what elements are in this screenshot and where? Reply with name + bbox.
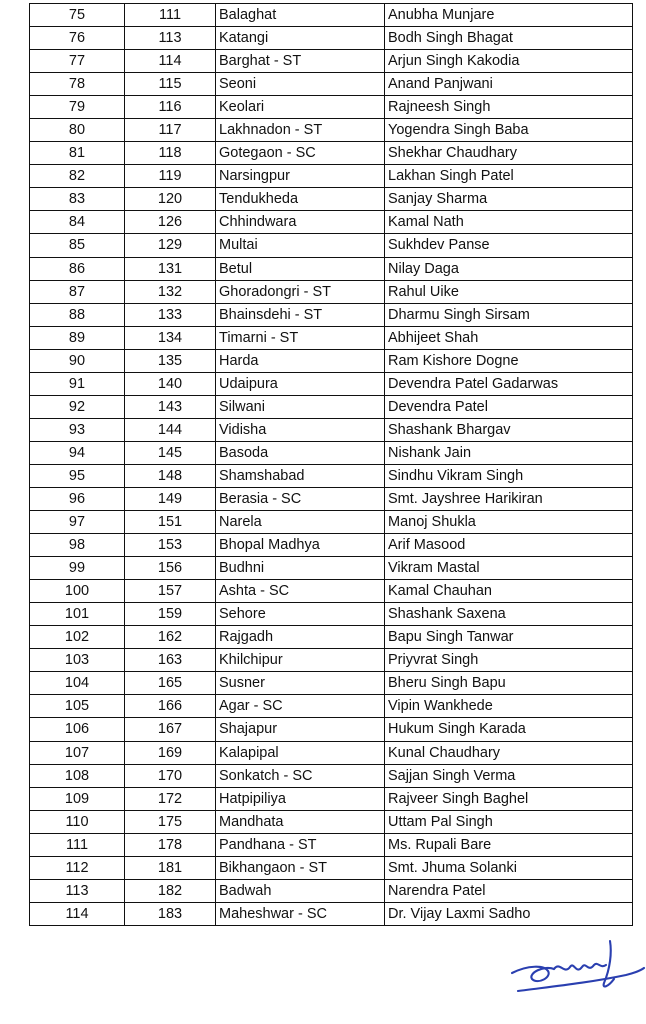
constituency-name-cell: Narela [216, 511, 385, 534]
constituency-name-cell: Timarni - ST [216, 326, 385, 349]
candidate-name-cell: Uttam Pal Singh [385, 810, 633, 833]
table-row [30, 603, 633, 626]
constituency-number-cell: 169 [125, 741, 216, 764]
table-row [30, 626, 633, 649]
constituency-number-cell: 159 [125, 603, 216, 626]
candidate-table [29, 3, 633, 926]
table-row [30, 234, 633, 257]
serial-number-cell: 107 [30, 741, 125, 764]
constituency-name-cell: Bikhangaon - ST [216, 856, 385, 879]
constituency-name-cell: Katangi [216, 27, 385, 50]
table-row [30, 787, 633, 810]
table-row [30, 557, 633, 580]
constituency-number-cell: 132 [125, 280, 216, 303]
constituency-number-cell: 140 [125, 372, 216, 395]
constituency-number-cell: 135 [125, 349, 216, 372]
constituency-name-cell: Chhindwara [216, 211, 385, 234]
serial-number-cell: 76 [30, 27, 125, 50]
table-row [30, 833, 633, 856]
serial-number-cell: 82 [30, 165, 125, 188]
constituency-name-cell: Sehore [216, 603, 385, 626]
constituency-name-cell: Bhainsdehi - ST [216, 303, 385, 326]
table-row [30, 372, 633, 395]
constituency-name-cell: Narsingpur [216, 165, 385, 188]
constituency-name-cell: Mandhata [216, 810, 385, 833]
candidate-name-cell: Nilay Daga [385, 257, 633, 280]
constituency-number-cell: 181 [125, 856, 216, 879]
serial-number-cell: 89 [30, 326, 125, 349]
candidate-name-cell: Vikram Mastal [385, 557, 633, 580]
candidate-name-cell: Shashank Saxena [385, 603, 633, 626]
candidate-name-cell: Shekhar Chaudhary [385, 142, 633, 165]
serial-number-cell: 102 [30, 626, 125, 649]
constituency-number-cell: 178 [125, 833, 216, 856]
serial-number-cell: 80 [30, 119, 125, 142]
table-row [30, 142, 633, 165]
candidate-name-cell: Ram Kishore Dogne [385, 349, 633, 372]
constituency-name-cell: Berasia - SC [216, 487, 385, 510]
candidate-name-cell: Bheru Singh Bapu [385, 672, 633, 695]
table-row [30, 856, 633, 879]
candidate-name-cell: Rahul Uike [385, 280, 633, 303]
table-row [30, 649, 633, 672]
candidate-name-cell: Arif Masood [385, 534, 633, 557]
constituency-number-cell: 145 [125, 441, 216, 464]
candidate-name-cell: Devendra Patel [385, 395, 633, 418]
constituency-number-cell: 172 [125, 787, 216, 810]
table-row [30, 534, 633, 557]
constituency-number-cell: 151 [125, 511, 216, 534]
constituency-name-cell: Basoda [216, 441, 385, 464]
signature-stroke-loop [512, 967, 554, 981]
candidate-name-cell: Priyvrat Singh [385, 649, 633, 672]
constituency-name-cell: Kalapipal [216, 741, 385, 764]
candidate-name-cell: Ms. Rupali Bare [385, 833, 633, 856]
table-row [30, 464, 633, 487]
candidate-name-cell: Narendra Patel [385, 879, 633, 902]
serial-number-cell: 112 [30, 856, 125, 879]
table-row [30, 580, 633, 603]
constituency-number-cell: 119 [125, 165, 216, 188]
table-row [30, 96, 633, 119]
constituency-name-cell: Betul [216, 257, 385, 280]
candidate-name-cell: Arjun Singh Kakodia [385, 50, 633, 73]
serial-number-cell: 111 [30, 833, 125, 856]
candidate-name-cell: Vipin Wankhede [385, 695, 633, 718]
serial-number-cell: 105 [30, 695, 125, 718]
constituency-name-cell: Shajapur [216, 718, 385, 741]
constituency-number-cell: 144 [125, 418, 216, 441]
serial-number-cell: 94 [30, 441, 125, 464]
table-row [30, 73, 633, 96]
serial-number-cell: 113 [30, 879, 125, 902]
candidate-name-cell: Sindhu Vikram Singh [385, 464, 633, 487]
constituency-name-cell: Balaghat [216, 4, 385, 27]
serial-number-cell: 97 [30, 511, 125, 534]
table-row [30, 441, 633, 464]
candidate-name-cell: Devendra Patel Gadarwas [385, 372, 633, 395]
signature-stroke-vertical [604, 941, 614, 986]
constituency-name-cell: Udaipura [216, 372, 385, 395]
candidate-name-cell: Manoj Shukla [385, 511, 633, 534]
table-row [30, 810, 633, 833]
constituency-number-cell: 118 [125, 142, 216, 165]
serial-number-cell: 78 [30, 73, 125, 96]
constituency-name-cell: Vidisha [216, 418, 385, 441]
candidate-name-cell: Bapu Singh Tanwar [385, 626, 633, 649]
constituency-name-cell: Budhni [216, 557, 385, 580]
constituency-number-cell: 183 [125, 902, 216, 925]
constituency-number-cell: 131 [125, 257, 216, 280]
candidate-name-cell: Kunal Chaudhary [385, 741, 633, 764]
constituency-number-cell: 170 [125, 764, 216, 787]
constituency-number-cell: 156 [125, 557, 216, 580]
serial-number-cell: 93 [30, 418, 125, 441]
serial-number-cell: 86 [30, 257, 125, 280]
serial-number-cell: 91 [30, 372, 125, 395]
candidate-name-cell: Rajneesh Singh [385, 96, 633, 119]
serial-number-cell: 104 [30, 672, 125, 695]
table-row [30, 487, 633, 510]
constituency-name-cell: Ghoradongri - ST [216, 280, 385, 303]
serial-number-cell: 92 [30, 395, 125, 418]
constituency-number-cell: 157 [125, 580, 216, 603]
table-row [30, 119, 633, 142]
constituency-name-cell: Barghat - ST [216, 50, 385, 73]
table-row [30, 27, 633, 50]
constituency-name-cell: Harda [216, 349, 385, 372]
serial-number-cell: 108 [30, 764, 125, 787]
serial-number-cell: 96 [30, 487, 125, 510]
constituency-name-cell: Keolari [216, 96, 385, 119]
constituency-name-cell: Khilchipur [216, 649, 385, 672]
constituency-number-cell: 133 [125, 303, 216, 326]
table-row [30, 695, 633, 718]
table-row [30, 879, 633, 902]
candidate-name-cell: Hukum Singh Karada [385, 718, 633, 741]
constituency-name-cell: Pandhana - ST [216, 833, 385, 856]
constituency-number-cell: 153 [125, 534, 216, 557]
candidate-name-cell: Rajveer Singh Baghel [385, 787, 633, 810]
table-row [30, 902, 633, 925]
candidate-name-cell: Yogendra Singh Baba [385, 119, 633, 142]
serial-number-cell: 85 [30, 234, 125, 257]
constituency-number-cell: 120 [125, 188, 216, 211]
constituency-number-cell: 117 [125, 119, 216, 142]
constituency-number-cell: 134 [125, 326, 216, 349]
constituency-number-cell: 116 [125, 96, 216, 119]
table-row [30, 418, 633, 441]
table-row [30, 4, 633, 27]
constituency-name-cell: Susner [216, 672, 385, 695]
constituency-name-cell: Shamshabad [216, 464, 385, 487]
serial-number-cell: 75 [30, 4, 125, 27]
table-row [30, 395, 633, 418]
constituency-number-cell: 165 [125, 672, 216, 695]
candidate-name-cell: Sukhdev Panse [385, 234, 633, 257]
constituency-name-cell: Lakhnadon - ST [216, 119, 385, 142]
candidate-name-cell: Anand Panjwani [385, 73, 633, 96]
constituency-number-cell: 129 [125, 234, 216, 257]
candidate-list-sheet [29, 3, 632, 926]
constituency-number-cell: 162 [125, 626, 216, 649]
table-row [30, 718, 633, 741]
candidate-name-cell: Bodh Singh Bhagat [385, 27, 633, 50]
candidate-name-cell: Abhijeet Shah [385, 326, 633, 349]
serial-number-cell: 110 [30, 810, 125, 833]
constituency-name-cell: Agar - SC [216, 695, 385, 718]
serial-number-cell: 81 [30, 142, 125, 165]
candidate-name-cell: Sanjay Sharma [385, 188, 633, 211]
constituency-name-cell: Tendukheda [216, 188, 385, 211]
constituency-number-cell: 143 [125, 395, 216, 418]
constituency-number-cell: 111 [125, 4, 216, 27]
serial-number-cell: 98 [30, 534, 125, 557]
table-row [30, 165, 633, 188]
constituency-name-cell: Hatpipiliya [216, 787, 385, 810]
table-row [30, 50, 633, 73]
table-row [30, 764, 633, 787]
serial-number-cell: 90 [30, 349, 125, 372]
constituency-number-cell: 126 [125, 211, 216, 234]
serial-number-cell: 88 [30, 303, 125, 326]
constituency-name-cell: Maheshwar - SC [216, 902, 385, 925]
serial-number-cell: 103 [30, 649, 125, 672]
constituency-number-cell: 163 [125, 649, 216, 672]
constituency-name-cell: Sonkatch - SC [216, 764, 385, 787]
table-row [30, 741, 633, 764]
candidate-name-cell: Lakhan Singh Patel [385, 165, 633, 188]
constituency-name-cell: Bhopal Madhya [216, 534, 385, 557]
constituency-number-cell: 175 [125, 810, 216, 833]
signature-stroke-underline [518, 968, 644, 991]
constituency-name-cell: Gotegaon - SC [216, 142, 385, 165]
constituency-number-cell: 114 [125, 50, 216, 73]
constituency-name-cell: Ashta - SC [216, 580, 385, 603]
candidate-name-cell: Nishank Jain [385, 441, 633, 464]
table-row [30, 211, 633, 234]
serial-number-cell: 99 [30, 557, 125, 580]
candidate-name-cell: Kamal Chauhan [385, 580, 633, 603]
candidate-name-cell: Smt. Jayshree Harikiran [385, 487, 633, 510]
constituency-number-cell: 149 [125, 487, 216, 510]
constituency-number-cell: 113 [125, 27, 216, 50]
candidate-name-cell: Kamal Nath [385, 211, 633, 234]
serial-number-cell: 77 [30, 50, 125, 73]
table-row [30, 672, 633, 695]
table-row [30, 280, 633, 303]
serial-number-cell: 101 [30, 603, 125, 626]
serial-number-cell: 106 [30, 718, 125, 741]
constituency-name-cell: Seoni [216, 73, 385, 96]
candidate-name-cell: Sajjan Singh Verma [385, 764, 633, 787]
candidate-table-body [30, 4, 633, 926]
handwritten-signature-icon [508, 935, 646, 1007]
signature-stroke-scrawl [554, 964, 606, 970]
serial-number-cell: 95 [30, 464, 125, 487]
candidate-name-cell: Anubha Munjare [385, 4, 633, 27]
serial-number-cell: 100 [30, 580, 125, 603]
candidate-name-cell: Shashank Bhargav [385, 418, 633, 441]
table-row [30, 511, 633, 534]
table-row [30, 349, 633, 372]
constituency-number-cell: 182 [125, 879, 216, 902]
constituency-name-cell: Badwah [216, 879, 385, 902]
constituency-name-cell: Rajgadh [216, 626, 385, 649]
candidate-name-cell: Smt. Jhuma Solanki [385, 856, 633, 879]
serial-number-cell: 84 [30, 211, 125, 234]
serial-number-cell: 114 [30, 902, 125, 925]
candidate-name-cell: Dharmu Singh Sirsam [385, 303, 633, 326]
table-row [30, 303, 633, 326]
constituency-number-cell: 148 [125, 464, 216, 487]
constituency-name-cell: Silwani [216, 395, 385, 418]
constituency-name-cell: Multai [216, 234, 385, 257]
serial-number-cell: 109 [30, 787, 125, 810]
table-row [30, 326, 633, 349]
serial-number-cell: 83 [30, 188, 125, 211]
constituency-number-cell: 167 [125, 718, 216, 741]
table-row [30, 257, 633, 280]
serial-number-cell: 79 [30, 96, 125, 119]
constituency-number-cell: 166 [125, 695, 216, 718]
serial-number-cell: 87 [30, 280, 125, 303]
constituency-number-cell: 115 [125, 73, 216, 96]
candidate-name-cell: Dr. Vijay Laxmi Sadho [385, 902, 633, 925]
table-row [30, 188, 633, 211]
